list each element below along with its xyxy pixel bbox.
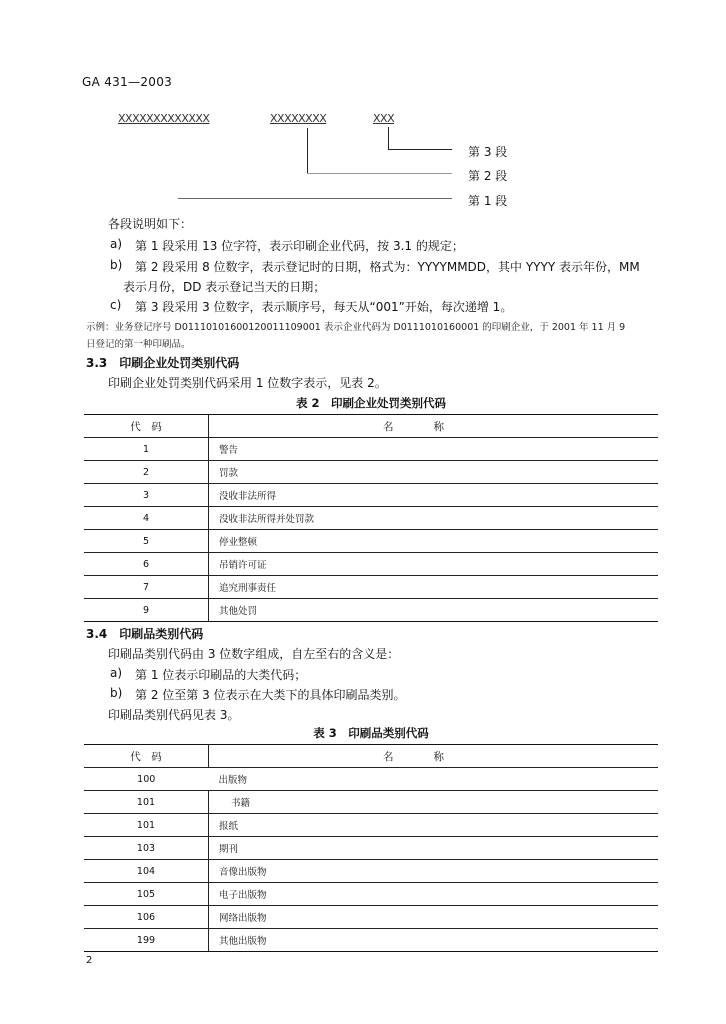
example-line-1: 示例：业务登记序号 D01110101600120011109001 表示企业代码为 D0111010160001 的印刷企业，于 2001 年 11 月 9 xyxy=(86,322,626,333)
table-row xyxy=(84,929,658,952)
segment-1-leader xyxy=(178,198,452,199)
table-2-code-header: 代 码 xyxy=(84,415,209,438)
section-3-4-heading: 3.4 印刷品类别代码 xyxy=(86,627,204,641)
row-name: 网络出版物 xyxy=(209,906,659,929)
row-code: 1 xyxy=(84,438,209,461)
see-table-3: 印刷品类别代码见表 3。 xyxy=(108,708,240,722)
row-code: 7 xyxy=(84,576,209,599)
row-name: 电子出版物 xyxy=(209,883,659,906)
row-code: 6 xyxy=(84,553,209,576)
table-2-header-row xyxy=(84,415,658,438)
row-name: 音像出版物 xyxy=(209,860,659,883)
section-3-3-text: 印刷企业处罚类别代码采用 1 位数字表示，见表 2。 xyxy=(108,376,387,390)
segment-3-connector xyxy=(388,127,389,149)
table-row xyxy=(84,860,658,883)
s34-b-text: 第 2 位至第 3 位表示在大类下的具体印刷品类别。 xyxy=(135,688,406,702)
segment-1-label: 第 1 段 xyxy=(468,194,508,208)
row-code: 3 xyxy=(84,484,209,507)
table-row xyxy=(84,791,658,814)
row-name: 没收非法所得 xyxy=(209,484,659,507)
row-name: 书籍 xyxy=(209,791,659,814)
segment-2-connector xyxy=(307,128,308,173)
row-name: 报纸 xyxy=(209,814,659,837)
segment-2-label: 第 2 段 xyxy=(468,169,508,183)
row-name: 吊销许可证 xyxy=(209,553,659,576)
table-row xyxy=(84,883,658,906)
row-code: 101 xyxy=(84,814,209,837)
s34-a-marker: a) xyxy=(110,666,123,680)
table-3 xyxy=(84,744,658,952)
section-3-4-text: 印刷品类别代码由 3 位数字组成，自左至右的含义是： xyxy=(108,647,400,661)
desc-c-text: 第 3 段采用 3 位数字，表示顺序号，每天从“001”开始，每次递增 1。 xyxy=(135,300,513,314)
segment-1-mask: XXXXXXXXXXXXX xyxy=(118,112,210,125)
segment-3-leader xyxy=(388,149,452,150)
row-code: 5 xyxy=(84,530,209,553)
row-code: 105 xyxy=(84,883,209,906)
segment-3-label: 第 3 段 xyxy=(468,145,508,159)
row-code: 101 xyxy=(84,791,209,814)
table-2-caption: 表 2 印刷企业处罚类别代码 xyxy=(295,396,446,410)
desc-intro: 各段说明如下： xyxy=(108,217,193,231)
row-code: 199 xyxy=(84,929,209,952)
section-3-3-heading: 3.3 印刷企业处罚类别代码 xyxy=(86,356,240,370)
standard-id: GA 431—2003 xyxy=(82,75,173,89)
row-code: 104 xyxy=(84,860,209,883)
example-line-2: 日登记的第一种印刷品。 xyxy=(86,339,191,350)
row-code: 2 xyxy=(84,461,209,484)
row-code: 9 xyxy=(84,599,209,622)
table-2 xyxy=(84,414,658,622)
row-name: 追究刑事责任 xyxy=(209,576,659,599)
table-row xyxy=(84,484,658,507)
table-row xyxy=(84,438,658,461)
table-row xyxy=(84,576,658,599)
s34-a-text: 第 1 位表示印刷品的大类代码； xyxy=(135,668,307,682)
row-code: 4 xyxy=(84,507,209,530)
table-3-name-header: 名称 xyxy=(209,745,659,768)
desc-b-marker: b) xyxy=(110,258,123,272)
desc-c-marker: c) xyxy=(110,298,122,312)
segment-3-mask: XXX xyxy=(373,112,395,125)
desc-a-marker: a) xyxy=(110,237,123,251)
table-row xyxy=(84,553,658,576)
row-code: 100 xyxy=(84,768,209,791)
desc-b-continuation: 表示月份，DD 表示登记当天的日期； xyxy=(123,280,326,294)
page-number: 2 xyxy=(86,955,93,966)
table-row xyxy=(84,599,658,622)
table-row xyxy=(84,768,658,791)
row-name: 其他处罚 xyxy=(209,599,659,622)
segment-2-leader xyxy=(307,173,452,174)
row-code: 106 xyxy=(84,906,209,929)
row-name: 其他出版物 xyxy=(209,929,659,952)
row-name: 没收非法所得并处罚款 xyxy=(209,507,659,530)
table-row xyxy=(84,906,658,929)
row-name: 停业整顿 xyxy=(209,530,659,553)
row-code: 103 xyxy=(84,837,209,860)
table-3-caption: 表 3 印刷品类别代码 xyxy=(313,726,429,740)
row-name: 期刊 xyxy=(209,837,659,860)
row-name: 出版物 xyxy=(209,768,659,791)
table-row xyxy=(84,814,658,837)
desc-b-text: 第 2 段采用 8 位数字，表示登记时的日期，格式为：YYYYMMDD，其中 YYYY 表示年份，MM xyxy=(135,260,640,274)
table-3-code-header: 代 码 xyxy=(84,745,209,768)
table-row xyxy=(84,837,658,860)
desc-a-text: 第 1 段采用 13 位字符，表示印刷企业代码，按 3.1 的规定； xyxy=(135,239,464,253)
table-row xyxy=(84,530,658,553)
table-row xyxy=(84,507,658,530)
table-3-header-row xyxy=(84,745,658,768)
table-2-name-header: 名称 xyxy=(209,415,659,438)
row-name: 罚款 xyxy=(209,461,659,484)
table-row xyxy=(84,461,658,484)
s34-b-marker: b) xyxy=(110,686,123,700)
row-name: 警告 xyxy=(209,438,659,461)
segment-2-mask: XXXXXXXX xyxy=(270,112,327,125)
